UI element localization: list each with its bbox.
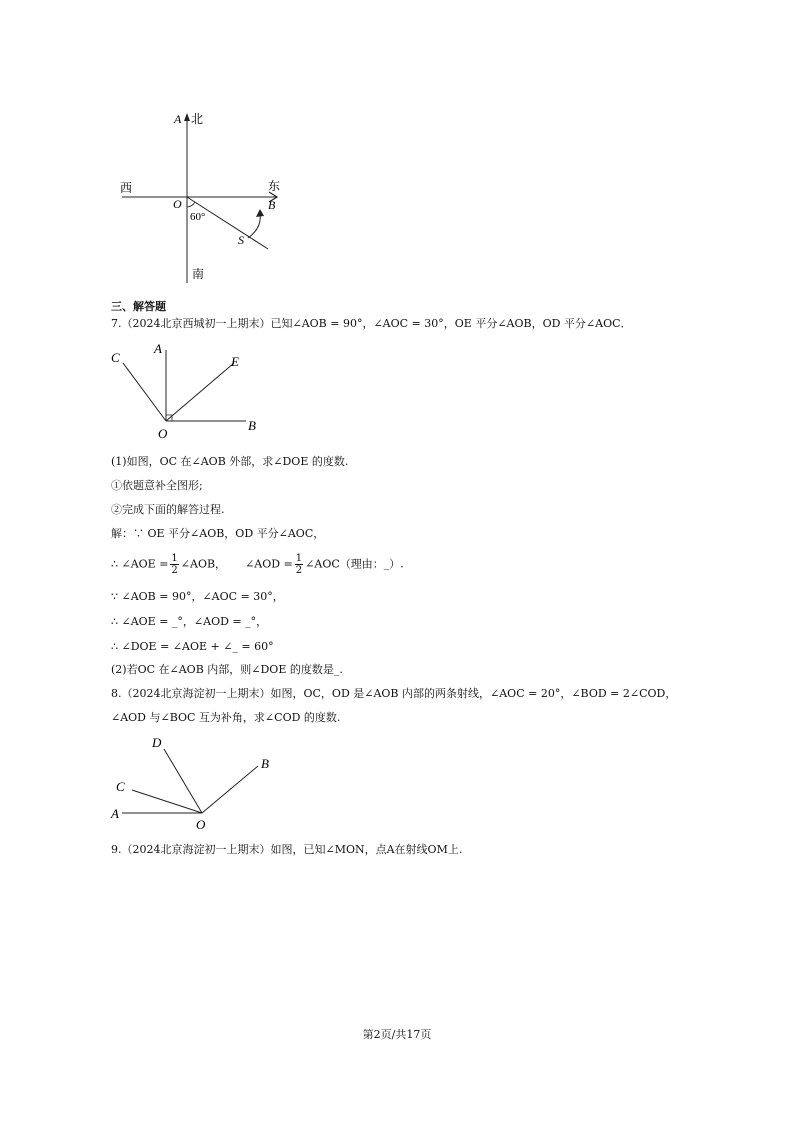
q7-stem-cond2: ，OE 平分∠AOB，OD 平分∠AOC． xyxy=(443,317,632,330)
q7-sol2-d: ∠AOC（理由：_）. xyxy=(305,557,404,571)
q7-solution-line3: ∵ ∠AOB = 90°，∠AOC = 30°， xyxy=(111,590,284,603)
fraction-half xyxy=(295,553,303,576)
section-title: 三、解答题 xyxy=(111,300,166,313)
q7-step2: ②完成下面的解答过程. xyxy=(111,503,225,516)
q7-sol2-c: ∠AOD = xyxy=(245,557,293,571)
label-b: B xyxy=(268,198,276,212)
q7-solution-line4: ∴ ∠AOE = _°，∠AOD = _°， xyxy=(111,615,268,628)
q8-line1: 8.（2024北京海淀初一上期末）如图，OC，OD 是∠AOB 内部的两条射线，∠AOC = 20°，∠BOD = 2∠COD， xyxy=(111,687,677,700)
label-a: A xyxy=(111,806,119,821)
rotation-arrowhead xyxy=(256,209,264,217)
label-a: A xyxy=(174,112,182,126)
label-b: B xyxy=(248,418,256,433)
label-c: C xyxy=(111,350,120,365)
fraction-numerator: 1 xyxy=(171,553,178,564)
q7-stem-prefix: 7.（2024北京西城初一上期末）已知 xyxy=(111,317,293,330)
label-c: C xyxy=(116,779,125,794)
q7-solution-line1: 解：∵ OE 平分∠AOB，OD 平分∠AOC， xyxy=(111,527,325,540)
ray-oc xyxy=(132,790,202,813)
label-angle: 60° xyxy=(190,211,206,223)
label-o: O xyxy=(158,426,168,441)
q9-line1: 9.（2024北京海淀初一上期末）如图，已知∠MON，点A在射线OM上. xyxy=(111,843,463,856)
label-east: 东 xyxy=(268,179,281,193)
ray-os xyxy=(187,197,268,249)
fraction-numerator: 1 xyxy=(295,553,303,564)
label-north: 北 xyxy=(191,112,204,126)
q7-part2: (2)若OC 在∠AOB 内部，则∠DOE 的度数是_. xyxy=(111,663,343,676)
fraction-denominator: 2 xyxy=(295,565,303,576)
ray-oc xyxy=(123,363,166,421)
compass-figure xyxy=(110,108,310,288)
label-o: O xyxy=(173,197,182,211)
q8-line2: ∠AOD 与∠BOC 互为补角，求∠COD 的度数. xyxy=(111,711,341,724)
q8-figure xyxy=(108,733,283,833)
q7-solution-line5: ∴ ∠DOE = ∠AOE + ∠_ = 60° xyxy=(111,640,274,653)
fraction-denominator: 2 xyxy=(171,565,178,576)
q7-figure xyxy=(108,338,278,442)
page-footer: 第2页/共17页 xyxy=(362,1028,432,1041)
q7-sol2-a: ∴ ∠AOE = xyxy=(111,557,169,571)
ray-ob xyxy=(202,766,258,813)
label-d: D xyxy=(152,735,162,750)
q7-stem-cond1: ∠AOB = 90°，∠AOC = 30° xyxy=(292,317,444,330)
ray-oe xyxy=(166,363,234,421)
label-a: A xyxy=(154,341,162,356)
fraction-half xyxy=(170,553,178,576)
rotation-arrow xyxy=(248,214,260,238)
q7-stem xyxy=(111,317,632,331)
label-south: 南 xyxy=(192,267,205,281)
label-west: 西 xyxy=(120,181,133,195)
ray-od xyxy=(164,749,202,813)
north-arrowhead xyxy=(184,113,190,121)
label-o: O xyxy=(196,817,206,832)
q7-step1: ①依题意补全图形; xyxy=(111,479,203,492)
angle-arc xyxy=(187,202,195,207)
q7-part1: (1)如图，OC 在∠AOB 外部，求∠DOE 的度数. xyxy=(111,455,349,468)
q7-solution-line2 xyxy=(111,553,404,576)
label-b: B xyxy=(261,756,269,771)
q7-sol2-b: ∠AOB， xyxy=(180,557,227,571)
label-e: E xyxy=(231,354,239,369)
label-s: S xyxy=(238,233,244,247)
